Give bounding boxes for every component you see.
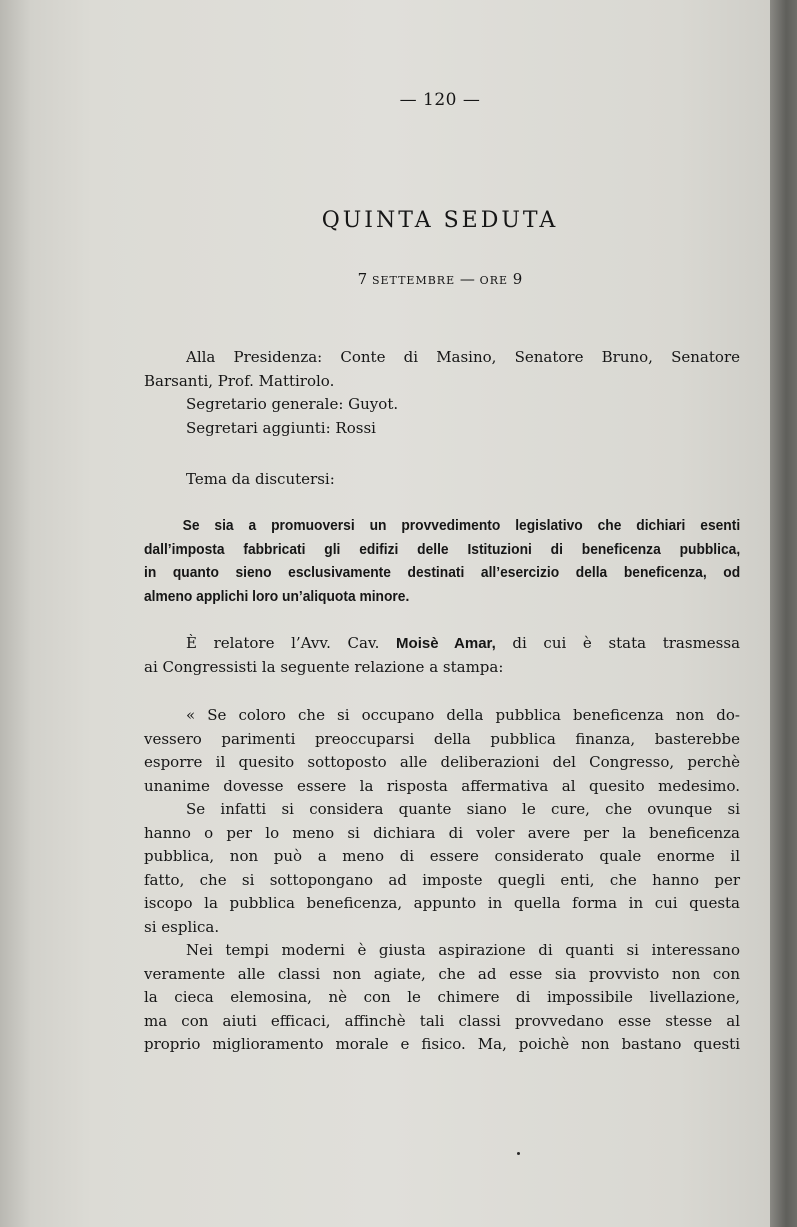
hour-label: ORE [479, 274, 509, 287]
topic-text [144, 514, 740, 608]
book-page-edge [770, 0, 797, 1227]
topic-line-3: in quanto sieno esclusivamente destinati all’esercizio della beneficenza, od [144, 564, 741, 581]
date-day: 7 [357, 270, 368, 288]
presidency-line-1: Alla Presidenza: Conte di Masino, Senatore Bruno, Senatore [186, 348, 740, 366]
presidency-line-2: Barsanti, Prof. Mattirolo. [144, 371, 335, 390]
date-dash: — [459, 270, 475, 288]
rapporteur-block [144, 632, 740, 679]
p3-line-4: ma con aiuti efficaci, affinchè tali classi provvedano esse stesse al [144, 1011, 740, 1030]
p2-line-3: pubblica, non può a meno di essere considerato quale enorme il [144, 847, 740, 865]
paragraph-3 [144, 939, 740, 1057]
rapporteur-line-1 [144, 632, 740, 656]
report-body [144, 704, 740, 1057]
ink-speck [517, 1152, 520, 1155]
topic-label: Tema da discutersi: [186, 470, 335, 488]
p2-line-6: si esplica. [144, 917, 220, 936]
p1-line-3: esporre il quesito sottoposto alle deliberazioni del Congresso, perchè [144, 753, 740, 771]
rapporteur-tail: di cui è stata trasmessa [512, 634, 741, 652]
secretary-general: Segretario generale: Guyot. [186, 395, 399, 413]
p1-line-1: « Se coloro che si occupano della pubblica beneficenza non do- [186, 706, 740, 724]
p3-line-5: proprio miglioramento morale e fisico. Ma, poichè non bastano questi [144, 1035, 740, 1053]
p2-line-5: iscopo la pubblica beneficenza, appunto in quella forma in cui questa [144, 894, 740, 912]
topic-line-1: Se sia a promuoversi un provvedimento legislativo che dichiari esenti [182, 517, 741, 534]
date-month: SETTEMBRE [371, 274, 456, 287]
section-title: QUINTA SEDUTA [321, 208, 559, 233]
hour-value: 9 [512, 270, 523, 288]
session-date [0, 270, 770, 288]
rapporteur-line-2: ai Congressisti la seguente relazione a stampa: [144, 657, 504, 676]
p3-line-3: la cieca elemosina, nè con le chimere di impossibile livellazione, [144, 988, 740, 1006]
page-number: — 120 — [399, 90, 481, 110]
p1-line-2: vessero parimenti preoccuparsi della pubblica finanza, basterebbe [144, 729, 740, 748]
assistant-secretaries: Segretari aggiunti: Rossi [186, 418, 376, 437]
p2-line-4: fatto, che si sottopongano ad imposte quegli enti, che hanno per [144, 870, 740, 889]
presidency-block [144, 346, 740, 440]
p3-line-1: Nei tempi moderni è giusta aspirazione di quanti si interessano [186, 941, 740, 959]
p2-line-2: hanno o per lo meno si dichiara di voler avere per la beneficenza [144, 823, 740, 842]
rapporteur-intro: È relatore l’Avv. Cav. [186, 634, 380, 652]
rapporteur-name: Moisè Amar, [396, 635, 496, 652]
p3-line-2: veramente alle classi non agiate, che ad esse sia provvisto non con [144, 964, 740, 983]
p2-line-1: Se infatti si considera quante siano le cure, che ovunque si [186, 800, 740, 818]
topic-line-4: almeno applichi loro un’aliquota minore. [144, 587, 410, 605]
p1-line-4: unanime dovesse essere la risposta affermativa al quesito medesimo. [144, 776, 740, 795]
paragraph-1 [144, 704, 740, 798]
paragraph-2 [144, 798, 740, 939]
topic-line-2: dall’imposta fabbricati gli edifizi delle Istituzioni di beneficenza pubblica, [144, 540, 741, 558]
